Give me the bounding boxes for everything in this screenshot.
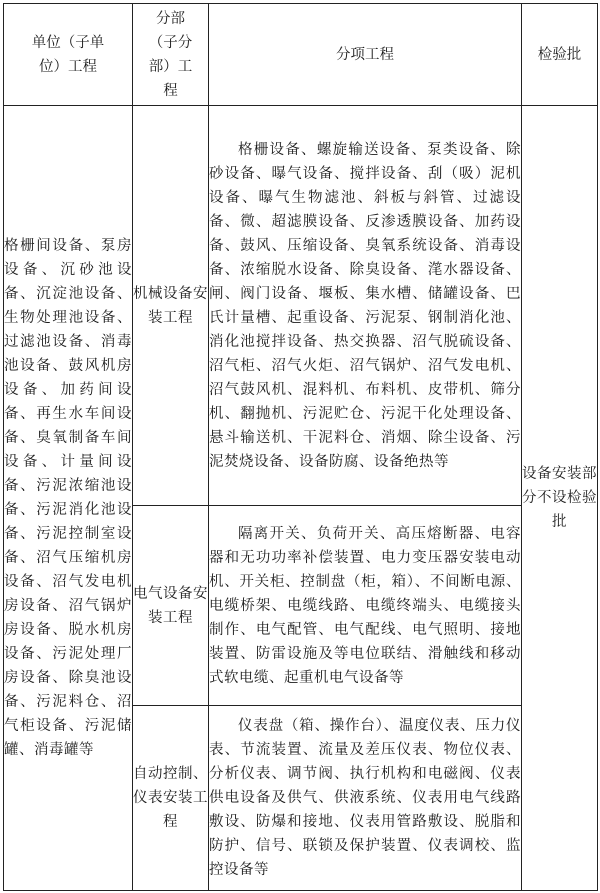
acceptance-division-table (3, 3, 598, 891)
sub-division-cell: 机械设备安装工程 (133, 106, 209, 506)
header-sub-division: 分部（子分部）工程 (133, 4, 209, 106)
table-header-row (4, 4, 598, 106)
header-inspection-lot: 检验批 (522, 4, 598, 106)
header-sub-item: 分项工程 (209, 4, 522, 106)
sub-item-cell: 隔离开关、负荷开关、高压熔断器、电容器和无功功率补偿装置、电力变压器安装电动机、开关柜、控制盘（柜，箱）、不间断电源、电缆桥架、电缆线路、电缆终端头、电缆接头制作、电气配管、电气配线、电气照明、接地装置、防雷设施及等电位联结、滑触线和移动式软电缆、起重机电气设备等 (209, 506, 522, 706)
sub-division-cell: 电气设备安装工程 (133, 506, 209, 706)
header-unit-project: 单位（子单位）工程 (4, 4, 133, 106)
sub-division-cell: 自动控制、仪表安装工程 (133, 706, 209, 891)
table-row (4, 106, 598, 506)
unit-project-cell: 格栅间设备、泵房设备、沉砂池设备、沉淀池设备、生物处理池设备、过滤池设备、消毒池设备、鼓风机房设备、加药间设备、再生水车间设备、臭氧制备车间设备、计量间设备、污泥浓缩池设备、污泥消化池设备、污泥控制室设备、沼气压缩机房设备、沼气发电机房设备、沼气锅炉房设备、脱水机房设备、污泥处理厂房设备、除臭池设备、污泥料仓、沼气柜设备、污泥储罐、消毒罐等 (4, 106, 133, 891)
sub-item-cell: 格栅设备、螺旋输送设备、泵类设备、除砂设备、曝气设备、搅拌设备、刮（吸）泥机设备、曝气生物滤池、斜板与斜管、过滤设备、微、超滤膜设备、反渗透膜设备、加药设备、鼓风、压缩设备、臭氧系统设备、消毒设备、浓缩脱水设备、除臭设备、滗水器设备、闸、阀门设备、堰板、集水槽、储罐设备、巴氏计量槽、起重设备、污泥泵、钢制消化池、消化池搅拌设备、热交换器、沼气脱硫设备、沼气柜、沼气火炬、沼气锅炉、沼气发电机、沼气鼓风机、混料机、布料机、皮带机、筛分机、翻抛机、污泥贮仓、污泥干化处理设备、悬斗输送机、干泥料仓、消烟、除尘设备、污泥焚烧设备、设备防腐、设备绝热等 (209, 106, 522, 506)
inspection-lot-cell: 设备安装部分不设检验批 (522, 106, 598, 891)
sub-item-cell: 仪表盘（箱、操作台）、温度仪表、压力仪表、节流装置、流量及差压仪表、物位仪表、分析仪表、调节阀、执行机构和电磁阀、仪表供电设备及供气、供液系统、仪表用电气线路敷设、防爆和接地、仪表用管路敷设、脱脂和防护、信号、联锁及保护装置、仪表调校、监控设备等 (209, 706, 522, 891)
